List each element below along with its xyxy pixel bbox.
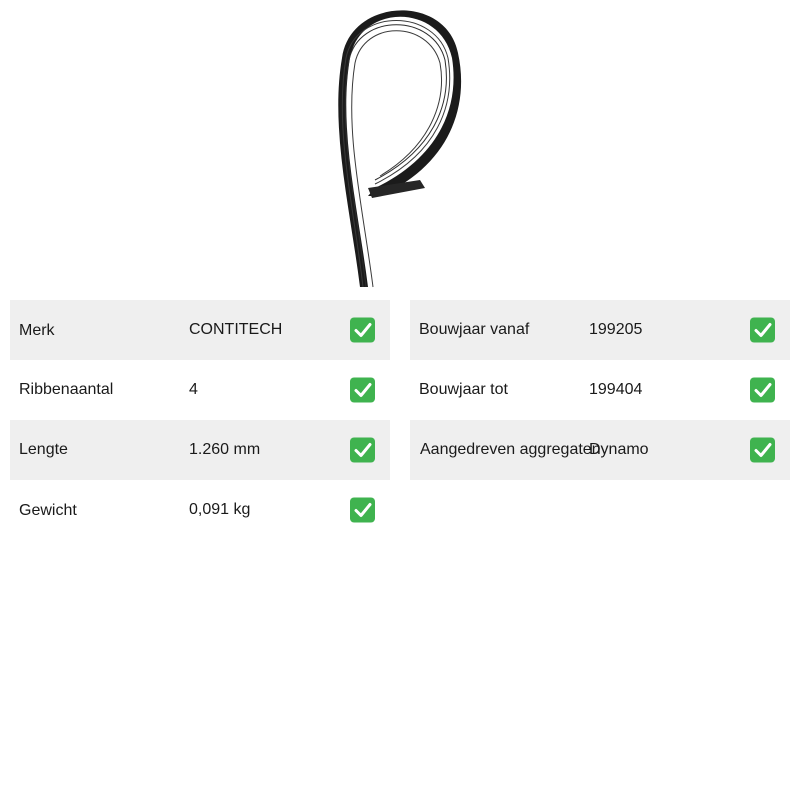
check-mark-icon: [350, 378, 375, 403]
spec-value: 199404: [589, 381, 643, 398]
check-mark-icon: [350, 498, 375, 523]
check-mark-icon: [350, 438, 375, 463]
spec-row-gewicht: [10, 480, 390, 540]
spec-value: 0,091 kg: [189, 501, 251, 518]
spec-label: Aangedreven aggregaten: [420, 441, 601, 458]
spec-label: Bouwjaar vanaf: [419, 321, 530, 338]
spec-label: Merk: [19, 322, 55, 339]
spec-row-aangedreven-aggregaten: [410, 420, 790, 480]
spec-value: 199205: [589, 321, 643, 338]
spec-label: Ribbenaantal: [19, 381, 114, 398]
check-mark-icon: [750, 438, 775, 463]
spec-row-ribbenaantal: [10, 360, 390, 420]
spec-value: Dynamo: [589, 441, 649, 458]
spec-row-bouwjaar-vanaf: [410, 300, 790, 360]
spec-value: CONTITECH: [189, 321, 283, 338]
spec-table-right: [410, 300, 790, 480]
spec-value: 1.260 mm: [189, 441, 261, 458]
spec-label: Lengte: [19, 441, 68, 458]
spec-label: Gewicht: [19, 502, 77, 519]
spec-row-merk: [10, 300, 390, 360]
spec-value: 4: [189, 381, 198, 398]
check-mark-icon: [750, 378, 775, 403]
spec-row-lengte: [10, 420, 390, 480]
check-mark-icon: [350, 318, 375, 343]
spec-label: Bouwjaar tot: [419, 381, 508, 398]
drive-belt-image: [330, 8, 470, 288]
check-mark-icon: [750, 318, 775, 343]
spec-row-bouwjaar-tot: [410, 360, 790, 420]
spec-table-left: [10, 300, 390, 540]
